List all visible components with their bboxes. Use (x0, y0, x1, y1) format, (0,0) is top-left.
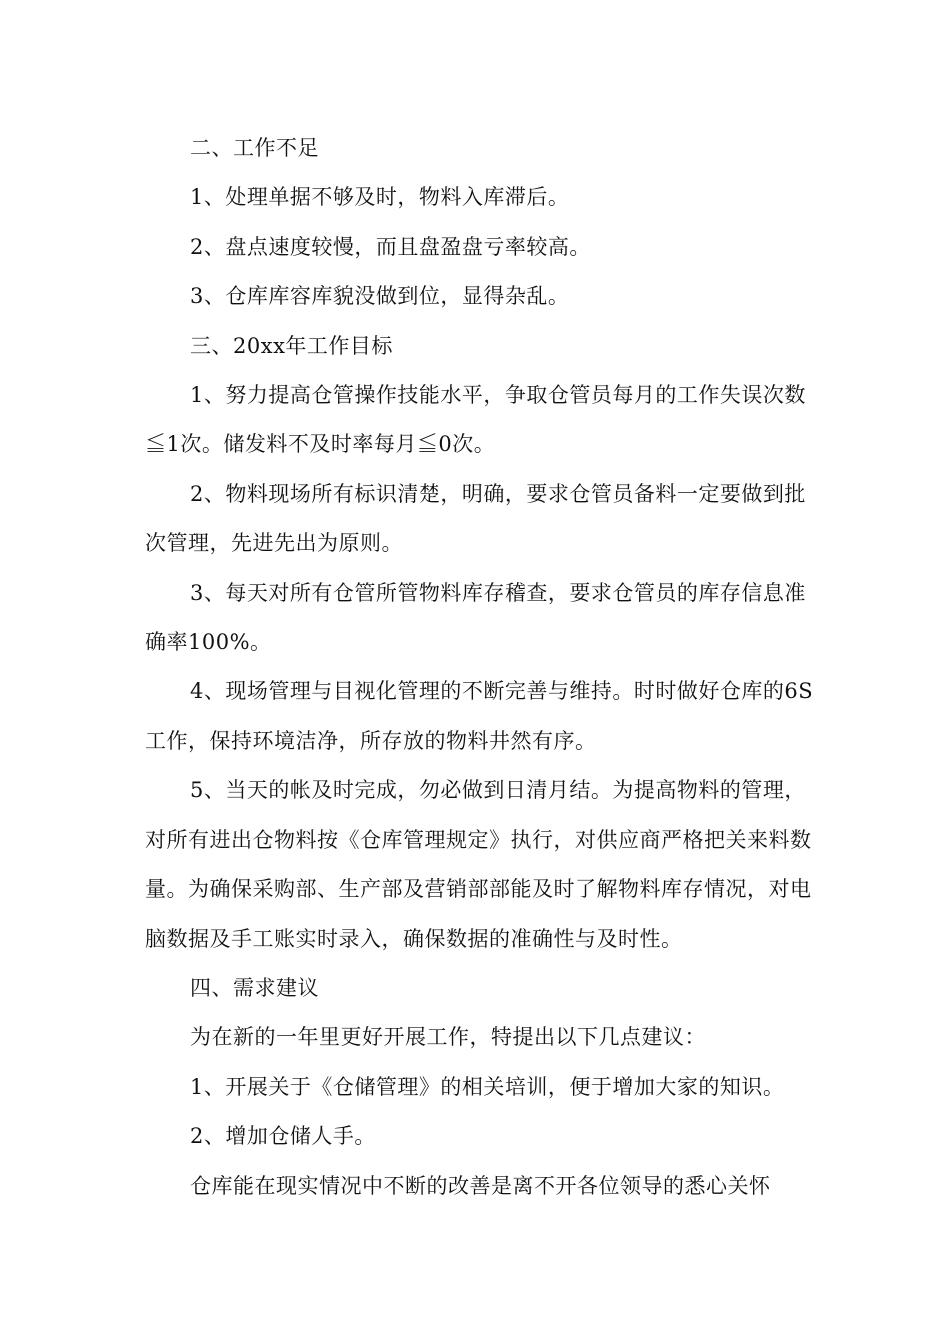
paragraph: 3、每天对所有仓管所管物料库存稽查，要求仓管员的库存信息准确率100%。 (145, 580, 806, 655)
paragraph: 1、开展关于《仓储管理》的相关培训，便于增加大家的知识。 (190, 1074, 785, 1099)
section-heading-suggestions: 四、需求建议 (190, 975, 319, 1000)
paragraph: 为在新的一年里更好开展工作，特提出以下几点建议： (190, 1025, 706, 1050)
paragraph: 2、增加仓储人手。 (190, 1124, 376, 1149)
paragraph: 3、仓库库容库貌没做到位，显得杂乱。 (190, 284, 570, 309)
paragraph: 1、努力提高仓管操作技能水平，争取仓管员每月的工作失误次数≦1次。储发料不及时率每月≦0次。 (145, 383, 806, 457)
paragraph: 仓库能在现实情况中不断的改善是离不开各位领导的悉心关怀 (190, 1173, 771, 1198)
paragraph: 1、处理单据不够及时，物料入库滞后。 (190, 185, 570, 210)
section-heading-goals: 三、20xx年工作目标 (190, 333, 393, 358)
section-heading-shortcomings: 二、工作不足 (190, 136, 319, 160)
paragraph: 5、当天的帐及时完成，勿必做到日清月结。为提高物料的管理，对所有进出仓物料按《仓库管理规定》执行，对供应商严格把关来料数量。为确保采购部、生产部及营销部部能及时了解物料库存情况，对电脑数据及手工账实时录入，确保数据的准确性与及时性。 (145, 778, 812, 951)
document-body (145, 124, 825, 1211)
paragraph: 2、物料现场所有标识清楚，明确，要求仓管员备料一定要做到批次管理，先进先出为原则。 (145, 481, 806, 556)
paragraph: 2、盘点速度较慢，而且盘盈盘亏率较高。 (190, 234, 591, 259)
paragraph: 4、现场管理与目视化管理的不断完善与维持。时时做好仓库的6S工作，保持环境洁净，所存放的物料井然有序。 (145, 679, 814, 753)
